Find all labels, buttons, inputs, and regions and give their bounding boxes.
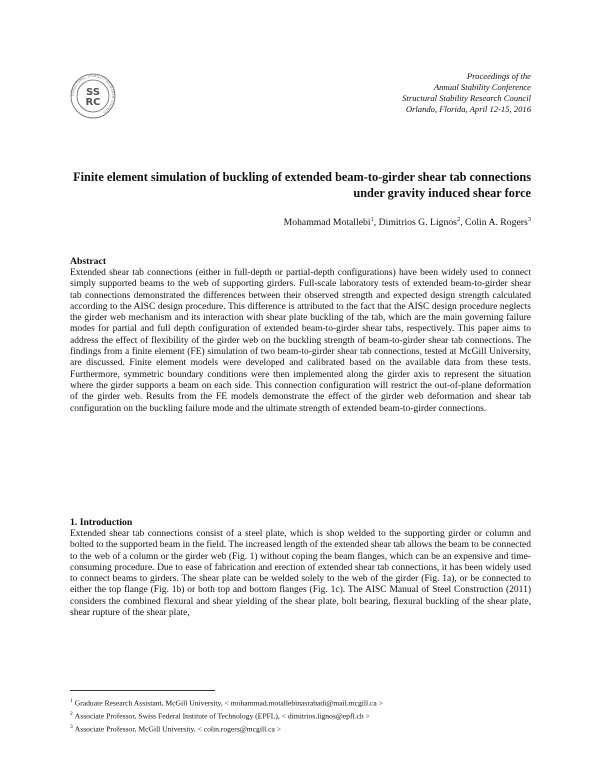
footnote-divider [70, 690, 215, 691]
author-separator: , [373, 217, 379, 229]
logo-letters-bottom: RC [85, 97, 101, 108]
author-separator: , [460, 217, 466, 229]
author-name: Mohammad Motallebi [283, 217, 371, 229]
proceedings-line: Annual Stability Conference [433, 82, 531, 92]
logo-ring-text: STRUCTURAL STABILITY RESEARCH COUNCIL [70, 73, 116, 115]
introduction-heading: 1. Introduction [70, 517, 133, 528]
logo-letters-top: SS [86, 87, 100, 98]
footnote-text: Associate Professor, Swiss Federal Institute of Technology (EPFL), < dimitrios.lignos@epfl.ch > [74, 711, 370, 721]
footnotes [70, 696, 531, 734]
footnote-mark: 3 [70, 723, 73, 730]
author-affiliation-mark: 2 [456, 216, 461, 223]
author-name: Colin A. Rogers [465, 217, 528, 229]
footnote [70, 696, 531, 709]
footnote [70, 709, 531, 722]
author-name: Dimitrios G. Lignos [378, 217, 457, 229]
footnote [70, 722, 531, 735]
ssrc-logo [70, 73, 116, 119]
proceedings-line: Proceedings of the [466, 71, 531, 81]
author-affiliation-mark: 3 [527, 216, 531, 223]
footnote-mark: 1 [70, 698, 73, 704]
paper-title: Finite element simulation of buckling of extended beam-to-girder shear tab connections under gravity induced shear force [73, 170, 531, 200]
abstract-text: Extended shear tab connections (either in full-depth or partial-depth configurations) have been widely used to connect simply supported beams to the web of supporting girders. Full-scale laboratory tests of extended beam-to-girder shear tab connections demonstrated the differences between their observed strength and expected design strength calculated according to the AISC design procedure. This difference is attributed to the fact that the AISC design procedure neglects the girder web mechanism and its interaction with shear plate buckling of the tab, which are the main governing failure modes for partial and full depth configuration of extended beam-to-girder shear tabs, respectively. This paper aims to address the effect of flexibility of the girder web on the buckling strength of beam-to-girder shear tab connections. The findings from a finite element (FE) simulation of two beam-to-girder shear tab connections, tested at McGill University, are discussed. Finite element models were developed and calibrated based on the available data from these tests. Furthermore, symmetric boundary conditions were then implemented along the girder axis to represent the situation where the girder supports a beam on each side. This connection configuration will restrict the out-of-plane deformation of the girder web. Results from the FE models demonstrate the effect of the girder web deformation and shear tab configuration on the buckling failure mode and the ultimate strength of extended beam-to-girder connections. [70, 268, 531, 414]
author-list [70, 214, 531, 229]
footnote-mark: 2 [70, 710, 73, 717]
proceedings-line: Structural Stability Research Council [402, 93, 531, 103]
abstract-heading: Abstract [70, 256, 107, 267]
introduction-text: Extended shear tab connections consist of a steel plate, which is shop welded to the supporting girder or column and bolted to the supported beam in the field. The increased length of the extended shear tab allows the beam to be connected to the web of a column or the girder web (Fig. 1) without coping the beam flanges, which can be an expensive and time-consuming procedure. Due to ease of fabrication and erection of extended shear tab connections, it has been widely used to connect beams to girders. The shear plate can be welded solely to the web of the girder (Fig. 1a), or be connected to either the top flange (Fig. 1b) or both top and bottom flanges (Fig. 1c). The AISC Manual of Steel Construction (2011) considers the combined flexural and shear yielding of the shear plate, bolt bearing, flexural buckling of the shear plate, shear rupture of the shear plate, [70, 529, 531, 619]
proceedings-block [271, 71, 531, 115]
proceedings-line: Orlando, Florida, April 12-15, 2016 [405, 104, 531, 114]
footnote-text: Graduate Research Assistant, McGill University, < mohammad.motallebinasrabadi@mail.mcgill.ca > [74, 698, 383, 708]
footnote-text: Associate Professor, McGill University, < colin.rogers@mcgill.ca > [74, 724, 282, 734]
author-affiliation-mark: 1 [370, 216, 374, 223]
